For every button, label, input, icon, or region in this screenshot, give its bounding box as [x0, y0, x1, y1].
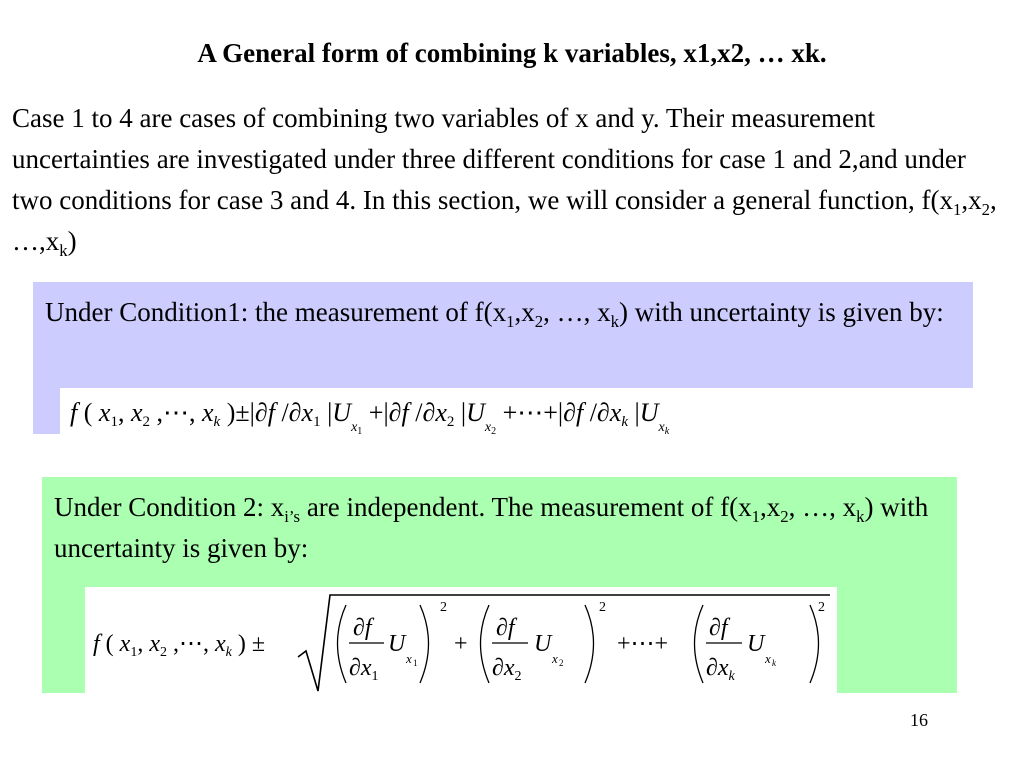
svg-text:2: 2 — [559, 658, 564, 668]
svg-text:k: k — [772, 658, 776, 668]
svg-text:U: U — [534, 631, 552, 657]
svg-text:x: x — [406, 651, 412, 666]
svg-text:2: 2 — [440, 600, 447, 615]
intro-paragraph: Case 1 to 4 are cases of combining two variables of x and y. Their measurement uncertainties are investigated under three different conditions for case 1 and 2,and under two conditions for case 3 and 4. In this section, we will consider a general function, $f(x_1,x_2$, $\dots,x_k$) — [12, 103, 997, 260]
svg-text:∂x2: $\partial x_2$ — [492, 655, 522, 684]
svg-text:∂f: ∂f — [496, 615, 515, 641]
page-number: 16 — [910, 710, 928, 730]
svg-text:2: 2 — [818, 600, 825, 615]
condition1-equation — [60, 388, 975, 434]
svg-text:∂f: ∂f — [353, 615, 372, 641]
svg-text:∂xk: $\partial x_k$ — [706, 655, 735, 684]
svg-text:x: x — [765, 651, 771, 666]
svg-text:∂f: ∂f — [709, 615, 728, 641]
svg-text:U: U — [388, 631, 406, 657]
svg-text:+⋯+: +⋯+ — [617, 631, 669, 657]
condition2-equation — [85, 587, 837, 701]
svg-text:2: 2 — [599, 600, 606, 615]
svg-text:1: 1 — [413, 658, 418, 668]
condition2-box — [42, 477, 957, 693]
svg-text:x: x — [552, 651, 558, 666]
condition2-text: Under Condition 2: $x_{i’s}$ are independent. The measurement of $f(x_1,x_2$, …, $x_k$) with uncertainty is given by: — [54, 492, 929, 563]
svg-text:f ( x1, x2 ,⋯, xk )±|∂f /∂x1 |: f ( x1, x2 ,⋯, xk )±|∂f /∂x1 $|U_x1 +|\partial f$ /∂x2 $|U_x2$ +⋯+|∂f /∂xk $|U_xk$ — [70, 398, 670, 434]
svg-text:+: + — [454, 631, 468, 657]
svg-text:f ( x1, x2 ,⋯, xk ) ±: f ( $x_1$, $x_2$ ,⋯, $x_k$ ) ± — [93, 631, 266, 660]
svg-text:∂x1: $\partial x_1$ — [349, 655, 379, 684]
condition1-box — [33, 282, 973, 434]
slide-title: A General form of combining k variables, x1,x2, … xk. — [197, 38, 827, 68]
condition1-text: Under Condition1: the measurement of $f(x_1,x_2$, …, $x_k$) with uncertainty is given by: — [45, 297, 944, 331]
svg-text:U: U — [747, 631, 765, 657]
